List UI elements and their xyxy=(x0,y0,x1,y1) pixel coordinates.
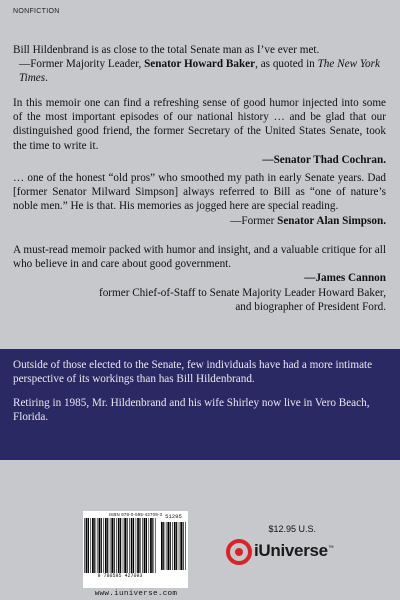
publisher-logo: iUniverse™ xyxy=(254,541,334,560)
blurb-attribution-role: and biographer of President Ford. xyxy=(235,300,386,313)
about-paragraph-2: Retiring in 1985, Mr. Hildenbrand and his wife Shirley now live in Vero Beach, Florida. xyxy=(13,397,370,424)
about-paragraph-1: Outside of those elected to the Senate, few individuals have had a more intimate perspective of its workings than has Bill Hildenbrand. xyxy=(13,359,373,386)
supplement-bars xyxy=(160,522,187,570)
blurb-simpson xyxy=(13,171,386,228)
barcode-digits: 9 780595 427093 xyxy=(97,573,143,579)
publisher-url: www.iuniverse.com xyxy=(94,590,178,598)
blurb-attribution: —Former Majority Leader, Senator Howard Baker, as quoted in The New York Times. xyxy=(19,58,380,85)
blurb-cochran xyxy=(13,96,386,167)
blurb-text: … one of the honest “old pros” who smoothed my path in early Senate years. Dad [former Senator Milward Simpson] always referred to Bill as “one of nature’s noble men.” He is that. His memories as jogged here are special reading. xyxy=(13,172,386,213)
supplement-code: 51295 xyxy=(165,513,182,520)
blurb-attribution: —Former Senator Alan Simpson. xyxy=(230,214,386,227)
blurb-text: A must-read memoir packed with humor and insight, and a valuable critique for all who believe in and care about good government. xyxy=(13,244,386,271)
isbn-label: ISBN 978-0-595-42709-3 xyxy=(108,512,163,517)
barcode-bars xyxy=(83,518,157,573)
price: $12.95 U.S. xyxy=(268,524,316,534)
isbn-barcode xyxy=(83,511,188,588)
blurb-cannon xyxy=(13,243,386,314)
category-label: NONFICTION xyxy=(13,8,60,15)
blurb-attribution-name: —James Cannon xyxy=(304,272,386,285)
about-author-panel xyxy=(0,349,400,460)
blurb-attribution-title: former Chief-of-Staff to Senate Majority Leader Howard Baker, xyxy=(98,286,386,299)
iuniverse-logo-icon xyxy=(226,539,252,565)
blurb-text: In this memoir one can find a refreshing sense of good humor injected into some of the most important episodes of our national history … and be glad that our distinguished good friend, the former Secretary of the United States Senate, took the time to write it. xyxy=(13,97,386,152)
blurb-attribution: —Senator Thad Cochran. xyxy=(262,153,386,166)
blurb-text: Bill Hildenbrand is as close to the total Senate man as I’ve ever met. xyxy=(13,44,320,56)
blurb-baker xyxy=(13,43,386,86)
